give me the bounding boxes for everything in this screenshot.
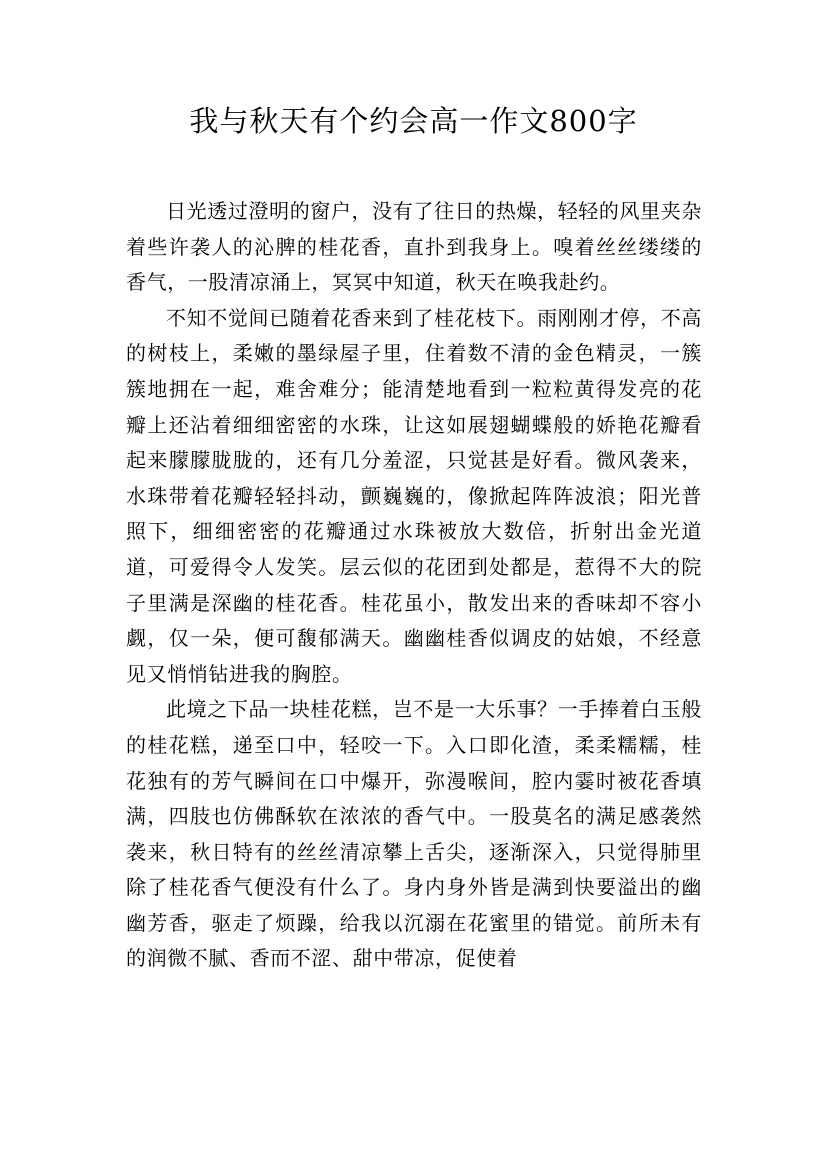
document-body [126,194,702,977]
paragraph-1: 日光透过澄明的窗户，没有了往日的热燥，轻轻的风里夹杂着些许袭人的沁脾的桂花香，直扑到我身上。嗅着丝丝缕缕的香气，一股清凉涌上，冥冥中知道，秋天在唤我赴约。 [126,199,702,295]
paragraph-3: 此境之下品一块桂花糕，岂不是一大乐事？一手捧着白玉般的桂花糕，递至口中，轻咬一下。入口即化渣，柔柔糯糯，桂花独有的芳气瞬间在口中爆开，弥漫喉间，腔内霎时被花香填满，四肢也仿佛酥软在浓浓的香气中。一股莫名的满足感袭然袭来，秋日特有的丝丝清凉攀上舌尖，逐渐深入，只觉得肺里除了桂花香气便没有什么了。身内身外皆是满到快要溢出的幽幽芳香，驱走了烦躁，给我以沉溺在花蜜里的错觉。前所未有的润微不腻、香而不涩、甜中带凉，促使着 [126,697,702,971]
paragraph-2: 不知不觉间已随着花香来到了桂花枝下。雨刚刚才停，不高的树枝上，柔嫩的墨绿屋子里，住着数不清的金色精灵，一簇簇地拥在一起，难舍难分；能清楚地看到一粒粒黄得发亮的花瓣上还沾着细细密密的水珠，让这如展翅蝴蝶般的娇艳花瓣看起来朦朦胧胧的，还有几分羞涩，只觉甚是好看。微风袭来，水珠带着花瓣轻轻抖动，颤巍巍的，像掀起阵阵波浪；阳光普照下，细细密密的花瓣通过水珠被放大数倍，折射出金光道道，可爱得令人发笑。层云似的花团到处都是，惹得不大的院子里满是深幽的桂花香。桂花虽小，散发出来的香味却不容小觑，仅一朵，便可馥郁满天。幽幽桂香似调皮的姑娘，不经意见又悄悄钻进我的胸腔。 [126,305,702,686]
document-title: 我与秋天有个约会高一作文800字 [189,104,638,138]
